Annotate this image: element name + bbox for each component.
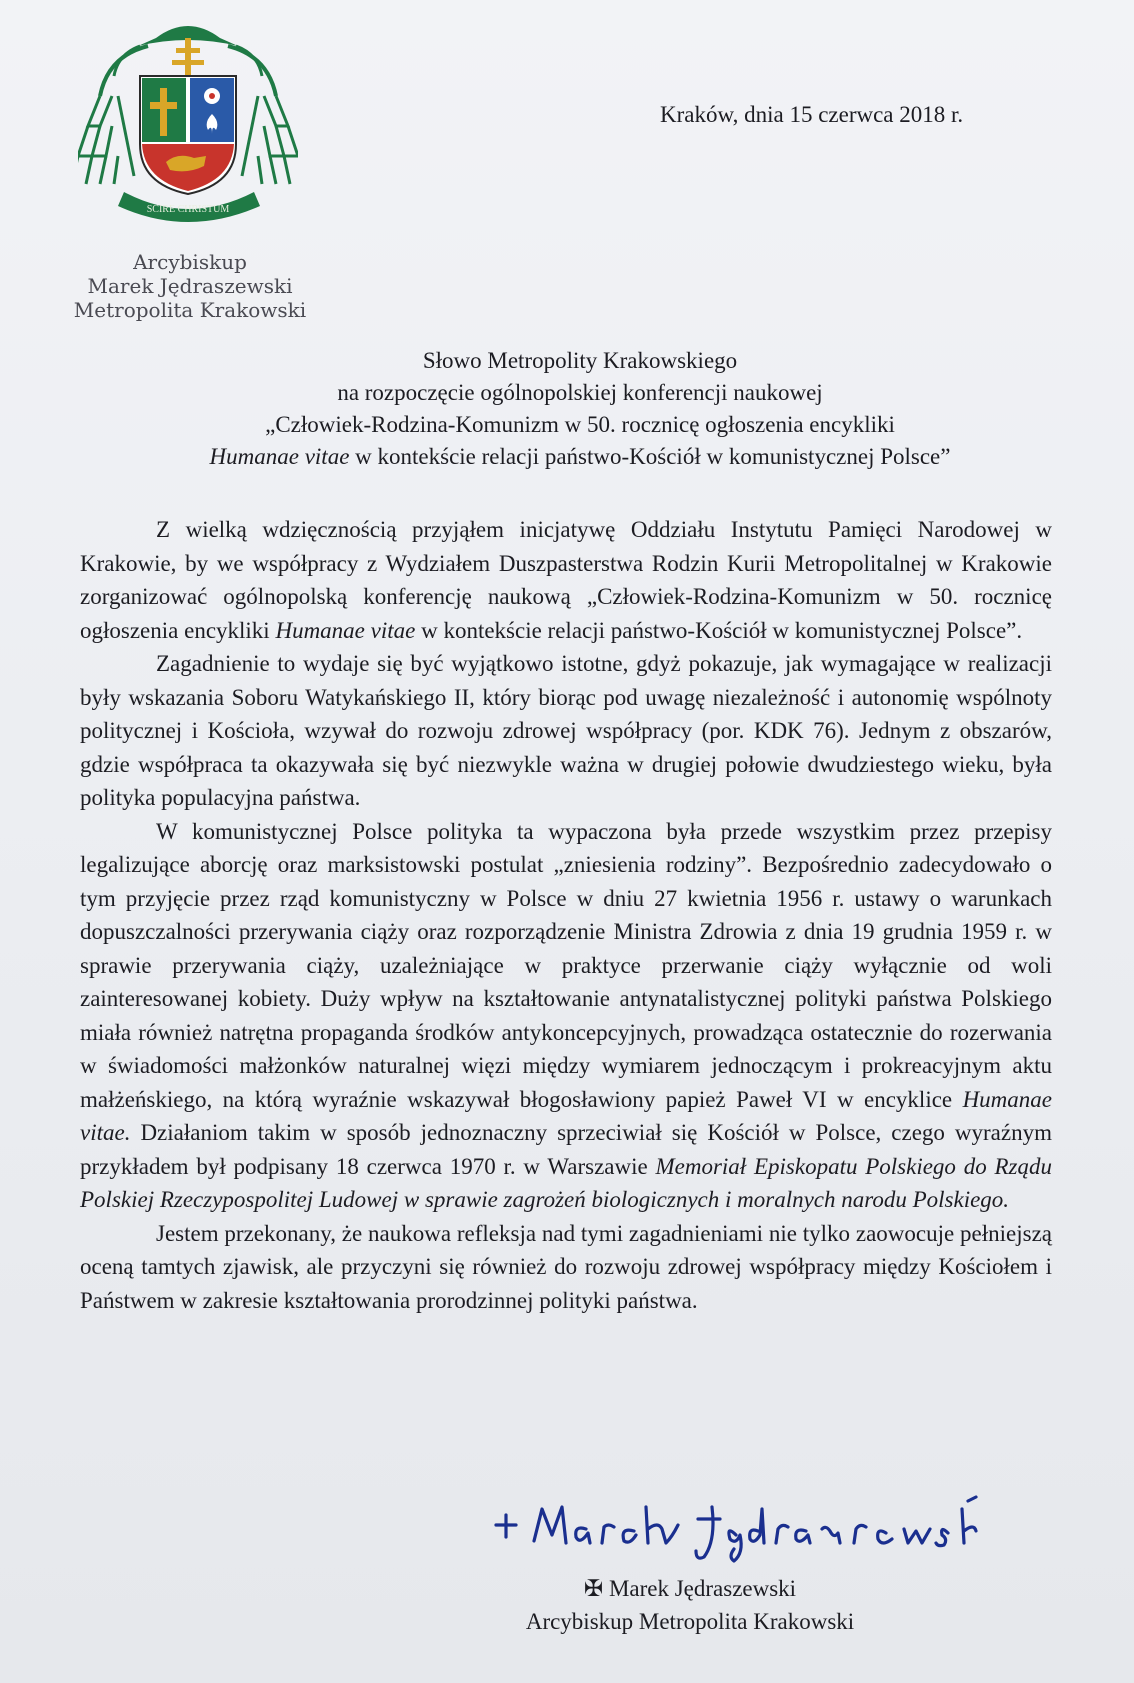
title-italic: Humanae vitae bbox=[209, 444, 350, 469]
paragraph-1 bbox=[80, 513, 1052, 647]
title-line: Słowo Metropolity Krakowskiego bbox=[422, 348, 738, 373]
italic-title: Humanae vitae bbox=[275, 617, 416, 643]
letter-title bbox=[120, 345, 1040, 473]
paragraph-text: Działaniom takim w sposób jednoznaczny sprzeciwiał się Kościół w Polsce, czego wyraźnym przykładem był podpisany 18 czerwca 1970 r. w Warszawie bbox=[80, 1120, 1052, 1179]
caption-line: Arcybiskup bbox=[133, 250, 247, 274]
title-line bbox=[120, 441, 1040, 473]
crest-caption bbox=[40, 250, 340, 322]
coat-of-arms bbox=[78, 16, 298, 234]
paragraph-4: Jestem przekonany, że naukowa refleksja nad tymi zagadnieniami nie tylko zaowocuje pełniejszą oceną tamtych zjawisk, ale przyczyni się również do rozwoju zdrowej współpracy między Kościołem i Państwem w zakresie kształtowania prorodzinnej polityki państwa. bbox=[80, 1220, 1052, 1313]
title-line: „Człowiek-Rodzina-Komunizm w 50. rocznicę ogłoszenia encykliki bbox=[265, 412, 895, 437]
handwritten-signature bbox=[490, 1495, 980, 1565]
paragraph-text: w kontekście relacji państwo-Kościół w komunistycznej Polsce”. bbox=[415, 617, 1023, 643]
shield-icon bbox=[140, 76, 236, 194]
italic-title: Humanae vitae. bbox=[80, 1086, 1052, 1145]
paragraph-text: W komunistycznej Polsce polityka ta wypaczona była przede wszystkim przez przepisy legalizujące aborcję oraz marksistowski postulat „zniesienia rodziny”. Bezpośrednio zadecydowało o tym przyjęcie przez rząd komunistyczny w Polsce w dniu 27 kwietnia 1956 r. ustawy o warunkach dopuszczalności przerywania ciąży oraz rozporządzenie Ministra Zdrowia z dnia 19 grudnia 1959 r. w sprawie przerywania ciąży, uzależniające w praktyce przerwanie ciąży wyłącznie od woli zainteresowanej kobiety. Duży wpływ na kształtowanie antynatalistycznej polityki państwa Polskiego miała również natrętna propaganda środków antykoncepcyjnych, prowadząca ostatecznie do rozerwania w świadomości małżonków naturalnej więzi między wymiarem jednoczącym i prokreacyjnym aktu małżeńskiego, na którą wyraźnie wskazywał błogosławiony papież Paweł VI w encyklice bbox=[80, 818, 1052, 1112]
right-tassels-icon bbox=[242, 96, 298, 184]
letter-date: Kraków, dnia 15 czerwca 2018 r. bbox=[660, 102, 964, 127]
caption-line: Marek Jędraszewski bbox=[87, 274, 293, 298]
italic-title: Memoriał Episkopatu Polskiego do Rządu Polskiej Rzeczypospolitej Ludowej w sprawie zagrożeń biologicznych i moralnych narodu Polskiego. bbox=[80, 1153, 1052, 1212]
left-tassels-icon bbox=[78, 96, 134, 184]
title-rest: w kontekście relacji państwo-Kościół w komunistycznej Polsce” bbox=[349, 444, 951, 469]
paragraph-2: Zagadnienie to wydaje się być wyjątkowo istotne, gdyż pokazuje, jak wymagające w realizacji były wskazania Soboru Watykańskiego II, który biorąc pod uwagę niezależność i autonomię wspólnoty politycznej i Kościoła, wzywał do rozwoju zdrowej współpracy (por. KDK 76). Jednym z obszarów, gdzie współpraca ta okazywała się być niezwykle ważna w drugiej połowie dwudziestego wieku, była polityka populacyjna państwa. bbox=[80, 651, 1052, 810]
crest-motto: SCIRE CHRISTUM bbox=[146, 204, 230, 215]
title-line: na rozpoczęcie ogólnopolskiej konferencji naukowej bbox=[337, 380, 823, 405]
signatory-name: ✠ Marek Jędraszewski bbox=[583, 1576, 797, 1601]
signatory-role: Arcybiskup Metropolita Krakowski bbox=[525, 1609, 855, 1634]
closing-block bbox=[470, 1572, 910, 1638]
letter-body bbox=[80, 513, 1052, 1317]
caption-line: Metropolita Krakowski bbox=[73, 298, 307, 322]
paragraph-text: Z wielką wdzięcznością przyjąłem inicjatywę Oddziału Instytutu Pamięci Narodowej w Krakowie, by we współpracy z Wydziałem Duszpasterstwa Rodzin Kurii Metropolitalnej w Krakowie zorganizować ogólnopolską konferencję naukową „Człowiek-Rodzina-Komunizm w 50. rocznicę ogłoszenia encykliki bbox=[80, 517, 1052, 643]
paragraph-3 bbox=[80, 815, 1052, 1217]
